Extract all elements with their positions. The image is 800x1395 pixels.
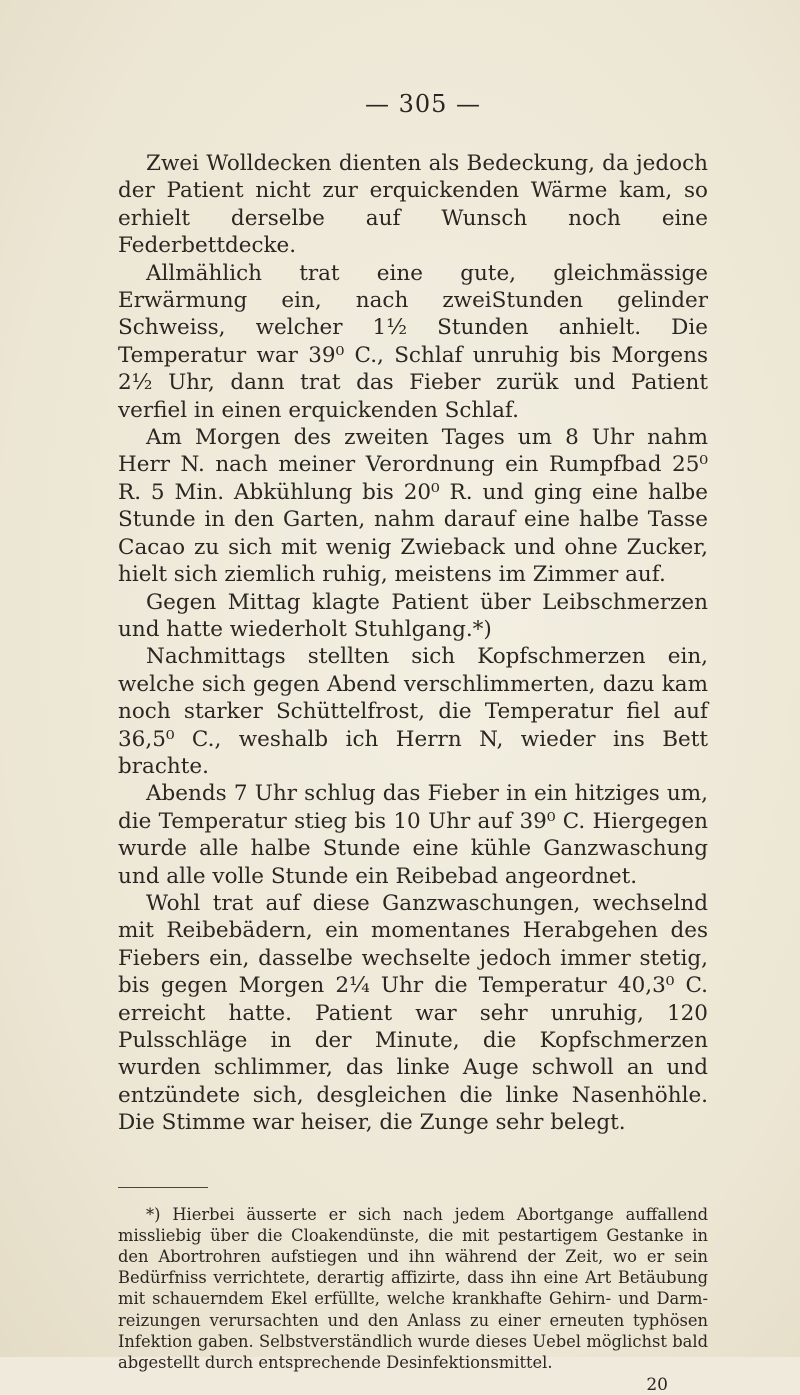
paragraph: Am Morgen des zweiten Tages um 8 Uhr nahm Herr N. nach meiner Verordnung ein Rumpfbad 25⁰ R. 5 Min. Abkühlung bis 20⁰ R. und ging eine halbe Stunde in den Garten, nahm darauf eine halbe Tasse Cacao zu sich mit wenig Zwieback und ohne Zucker, hielt sich ziemlich ruhig, meistens im Zimmer auf. — [118, 425, 708, 588]
paragraph: Wohl trat auf diese Ganzwaschungen, wechselnd mit Reibebädern, ein momentanes Herabgehen des Fiebers ein, dasselbe wechselte jedoch immer stetig, bis gegen Morgen 2¼ Uhr die Temperatur 40,3⁰ C. erreicht hatte. Patient war sehr unruhig, 120 Pulsschläge in der Minute, die Kopfschmerzen wurden schlimmer, das linke Auge schwoll an und entzündete sich, desgleichen die linke Nasenhöhle. Die Stimme war heiser, die Zunge sehr belegt. — [118, 890, 708, 1136]
paragraph: Abends 7 Uhr schlug das Fieber in ein hitziges um, die Temperatur stieg bis 10 Uhr auf 39⁰ C. Hiergegen wurde alle halbe Stunde eine kühle Ganzwaschung und alle volle Stunde ein Reibebad angeordnet. — [118, 781, 708, 889]
signature-mark: 20 — [646, 1375, 668, 1395]
page-number: — 305 — — [364, 90, 482, 118]
paragraph: Allmählich trat eine gute, gleichmässige Erwärmung ein, nach zweiStunden gelinder Schweiss, welcher 1½ Stunden anhielt. Die Temperatur war 39⁰ C., Schlaf unruhig bis Morgens 2½ Uhr, dann trat das Fieber zurük und Patient verfiel in einen erquickenden Schlaf. — [118, 260, 708, 423]
paragraph: Gegen Mittag klagte Patient über Leibschmerzen und hatte wiederholt Stuhlgang.*) — [118, 589, 708, 642]
footnote: *) Hierbei äusserte er sich nach jedem Abortgange auffallend missliebig über die Cloakendünste, die mit pestartigem Gestanke in den Abortrohren aufstiegen und ihn während der Zeit, wo er sein Bedürfniss verrichtete, derartig affizirte, dass ihn eine Art Betäubung mit schauerndem Ekel erfüllte, welche krankhafte Gehirn- und Darm-reizungen verursachten und den Anlass zu einer erneuten typhösen Infektion gaben. Selbstverständlich wurde dieses Uebel möglichst bald abgestellt durch entsprechende Desinfektionsmittel. — [118, 1204, 708, 1373]
text-block — [118, 90, 708, 1395]
paragraph: Nachmittags stellten sich Kopfschmerzen ein, welche sich gegen Abend verschlimmerten, dazu kam noch starker Schüttelfrost, die Temperatur fiel auf 36,5⁰ C., weshalb ich Herrn N, wieder ins Bett brachte. — [118, 644, 708, 779]
footnote-divider — [118, 1187, 208, 1188]
paragraph: Zwei Wolldecken dienten als Bedeckung, da jedoch der Patient nicht zur erquickenden Wärme kam, so erhielt derselbe auf Wunsch noch eine Federbettdecke. — [118, 151, 708, 259]
